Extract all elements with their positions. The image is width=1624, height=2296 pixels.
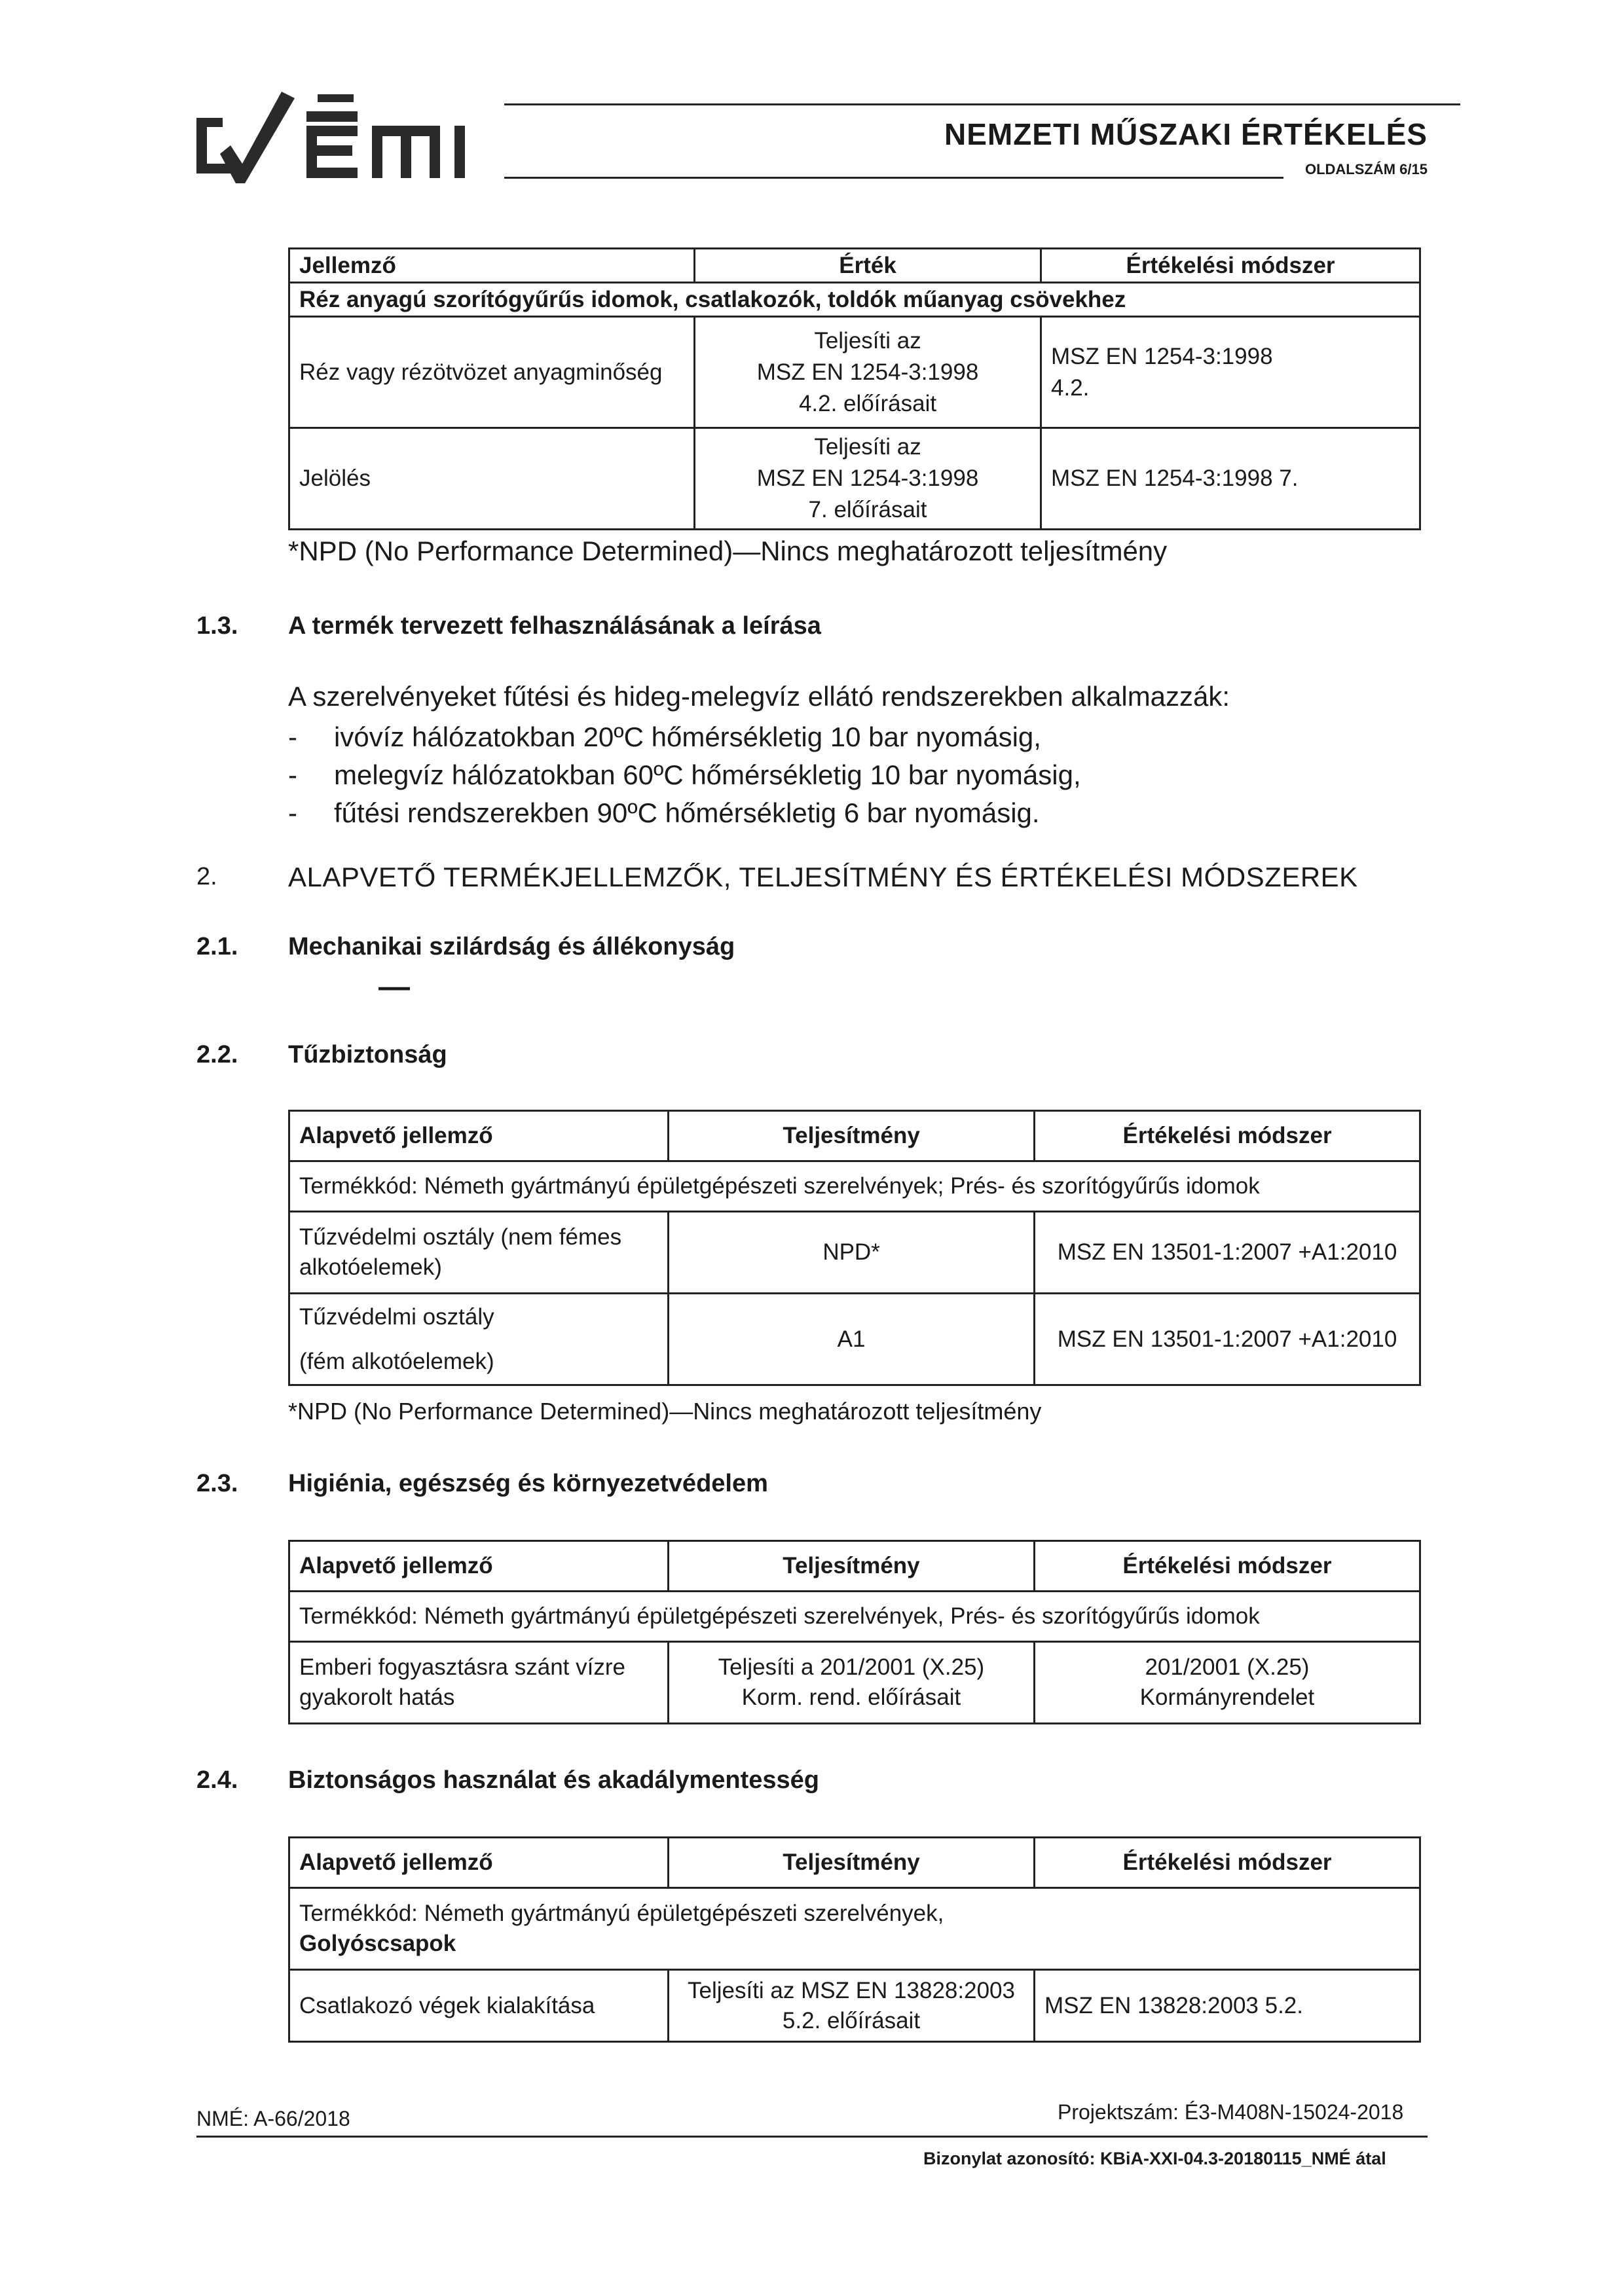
value-line: MSZ EN 1254-3:1998 xyxy=(756,359,979,385)
npd-footnote: *NPD (No Performance Determined)—Nincs meghatározott teljesítmény xyxy=(288,1398,1042,1425)
page-number: OLDALSZÁM 6/15 xyxy=(1304,161,1428,177)
performance-line: Korm. rend. előírásait xyxy=(741,1685,961,1710)
header-method: Értékelési módszer xyxy=(1035,1111,1420,1161)
method-line: 201/2001 (X.25) xyxy=(1145,1654,1310,1680)
header-method: Értékelési módszer xyxy=(1035,1838,1420,1888)
copper-fittings-table xyxy=(288,247,1421,530)
method-cell: MSZ EN 13501-1:2007 +A1:2010 xyxy=(1035,1212,1420,1294)
characteristic-cell: Jelölés xyxy=(289,428,695,530)
characteristic-line: Tűzvédelmi osztály xyxy=(299,1303,494,1330)
section-title: ALAPVETŐ TERMÉKJELLEMZŐK, TELJESÍTMÉNY ÉS ÉRTÉKELÉSI MÓDSZEREK xyxy=(288,862,1358,892)
table-row xyxy=(289,1642,1420,1724)
section-title: A termék tervezett felhasználásának a leírása xyxy=(288,612,821,640)
characteristic-cell xyxy=(289,1294,669,1385)
value-line: Teljesíti az xyxy=(814,434,921,460)
characteristic-cell xyxy=(289,1212,669,1294)
method-line: Kormányrendelet xyxy=(1139,1685,1315,1710)
no-value-dash: — xyxy=(378,970,410,1004)
value-line: 4.2. előírásait xyxy=(798,390,937,416)
method-line: 4.2. xyxy=(1051,374,1090,401)
section-number: 2.1. xyxy=(196,933,238,960)
performance-cell: NPD* xyxy=(669,1212,1035,1294)
hygiene-table xyxy=(288,1540,1421,1724)
header-characteristic: Alapvető jellemző xyxy=(289,1111,669,1161)
performance-cell xyxy=(668,1642,1034,1724)
section-title: Higiénia, egészség és környezetvédelem xyxy=(288,1470,768,1497)
header-performance: Teljesítmény xyxy=(668,1838,1034,1888)
characteristic-cell: Réz vagy rézötvözet anyagminőség xyxy=(289,317,695,428)
header-performance: Teljesítmény xyxy=(669,1111,1035,1161)
table-row xyxy=(289,1970,1420,2042)
table-row xyxy=(289,428,1420,530)
table-row xyxy=(289,1294,1420,1385)
list-item: - ivóvíz hálózatokban 20ºC hőmérsékletig 10 bar nyomásig, xyxy=(288,721,1041,752)
performance-line: Teljesíti az MSZ EN 13828:2003 xyxy=(687,1977,1015,2003)
section-number: 2.3. xyxy=(196,1470,238,1497)
header-performance: Teljesítmény xyxy=(668,1541,1034,1592)
fire-safety-table xyxy=(288,1110,1421,1386)
product-group: Réz anyagú szorítógyűrűs idomok, csatlakozók, toldók műanyag csövekhez xyxy=(289,283,1420,317)
table-row xyxy=(289,317,1420,428)
method-cell: MSZ EN 13828:2003 5.2. xyxy=(1035,1970,1420,2042)
product-code-line: Termékkód: Németh gyártmányú épületgépészeti szerelvények, xyxy=(299,1901,944,1926)
method-cell xyxy=(1041,317,1420,428)
header-characteristic: Jellemző xyxy=(289,249,695,283)
value-cell xyxy=(695,317,1041,428)
characteristic-line: alkotóelemek) xyxy=(299,1254,442,1280)
usage-intro: A szerelvényeket fűtési és hideg-melegvíz ellátó rendszerekben alkalmazzák: xyxy=(288,681,1230,712)
section-number: 1.3. xyxy=(196,612,238,640)
value-cell xyxy=(695,428,1041,530)
method-cell: MSZ EN 1254-3:1998 7. xyxy=(1041,428,1420,530)
header-characteristic: Alapvető jellemző xyxy=(289,1541,669,1592)
section-number: 2.2. xyxy=(196,1041,238,1068)
safe-use-table xyxy=(288,1836,1421,2043)
section-number: 2. xyxy=(196,863,217,890)
footer-rule xyxy=(196,2136,1428,2138)
header-method: Értékelési módszer xyxy=(1041,249,1420,283)
characteristic-cell xyxy=(289,1642,669,1724)
value-line: MSZ EN 1254-3:1998 xyxy=(756,465,979,491)
characteristic-line: Emberi fogyasztásra szánt vízre xyxy=(299,1654,625,1680)
section-title: Tűzbiztonság xyxy=(288,1041,447,1068)
performance-cell: A1 xyxy=(669,1294,1035,1385)
performance-cell xyxy=(668,1970,1034,2042)
performance-line: 5.2. előírásait xyxy=(782,2007,921,2033)
characteristic-line: gyakorolt hatás xyxy=(299,1685,455,1710)
product-type: Golyóscsapok xyxy=(299,1931,456,1956)
npd-footnote: *NPD (No Performance Determined)—Nincs meghatározott teljesítmény xyxy=(288,536,1168,566)
value-line: 7. előírásait xyxy=(808,497,927,522)
method-cell xyxy=(1034,1642,1420,1724)
performance-line: Teljesíti a 201/2001 (X.25) xyxy=(718,1654,985,1680)
section-title: Mechanikai szilárdság és állékonyság xyxy=(288,933,735,960)
document-title: NEMZETI MŰSZAKI ÉRTÉKELÉS xyxy=(944,117,1428,151)
method-line: MSZ EN 1254-3:1998 xyxy=(1051,343,1273,369)
method-cell: MSZ EN 13501-1:2007 +A1:2010 xyxy=(1035,1294,1420,1385)
document-id: Bizonylat azonosító: KBiA-XXI-04.3-20180115_NMÉ átal xyxy=(923,2149,1386,2168)
header-rule-top xyxy=(504,103,1460,105)
section-title: Biztonságos használat és akadálymentesség xyxy=(288,1766,819,1794)
product-code: Termékkód: Németh gyártmányú épületgépészeti szerelvények, Prés- és szorítógyűrűs idomok xyxy=(289,1592,1420,1642)
header-characteristic: Alapvető jellemző xyxy=(289,1838,669,1888)
list-item: - melegvíz hálózatokban 60ºC hőmérsékletig 10 bar nyomásig, xyxy=(288,759,1081,790)
product-code xyxy=(289,1888,1420,1970)
product-code: Termékkód: Németh gyártmányú épületgépészeti szerelvények; Prés- és szorítógyűrűs idomok xyxy=(289,1161,1420,1212)
table-row xyxy=(289,1212,1420,1294)
header-rule-bottom xyxy=(504,177,1283,179)
usage-list xyxy=(288,718,1081,832)
nme-number: NMÉ: A-66/2018 xyxy=(196,2107,350,2130)
characteristic-cell: Csatlakozó végek kialakítása xyxy=(289,1970,669,2042)
section-number: 2.4. xyxy=(196,1766,238,1794)
characteristic-line: (fém alkotóelemek) xyxy=(299,1348,494,1374)
value-line: Teljesíti az xyxy=(814,327,921,354)
characteristic-line: Tűzvédelmi osztály (nem fémes xyxy=(299,1224,622,1250)
project-number: Projektszám: É3-M408N-15024-2018 xyxy=(1058,2100,1404,2124)
list-item: - fűtési rendszerekben 90ºC hőmérsékletig 6 bar nyomásig. xyxy=(288,797,1040,828)
header-method: Értékelési módszer xyxy=(1034,1541,1420,1592)
emi-logo xyxy=(196,85,498,183)
header-value: Érték xyxy=(695,249,1041,283)
